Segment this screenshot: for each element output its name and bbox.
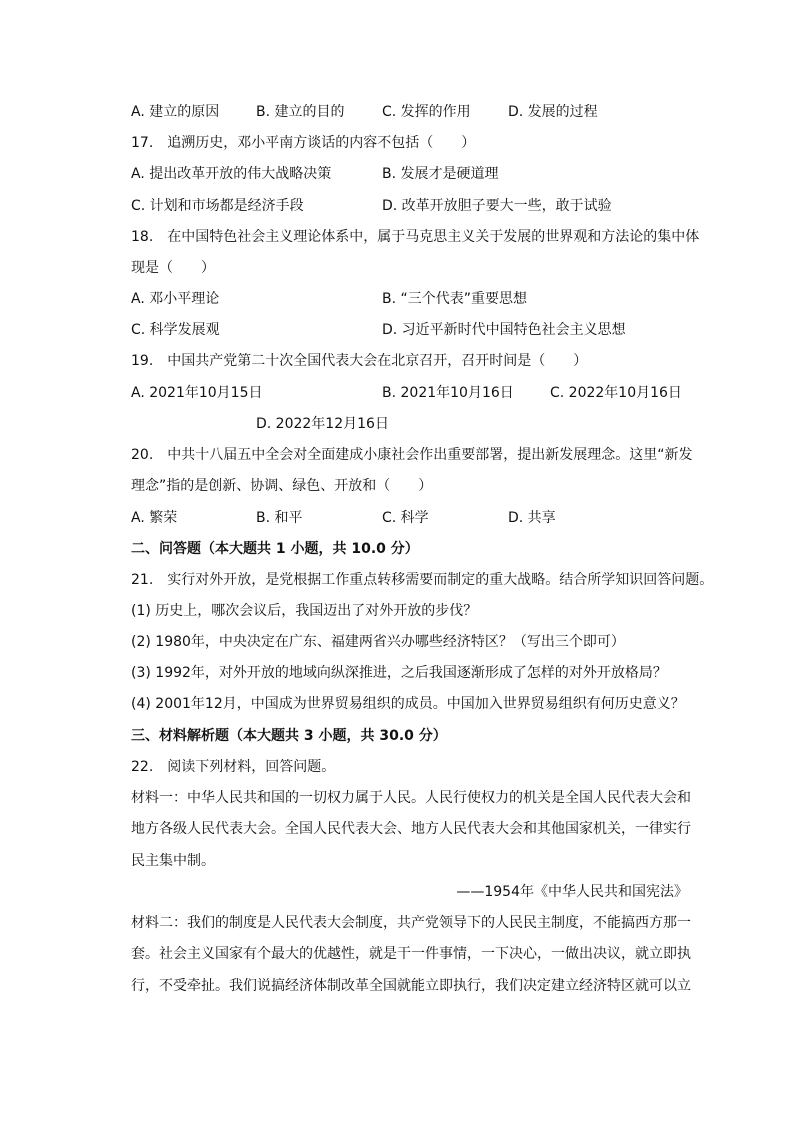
q16-option-c: C. 发挥的作用	[382, 104, 471, 120]
q20-stem-line2: 理念”指的是创新、协调、绿色、开放和（ ）	[131, 478, 433, 494]
q22-material1-line3: 民主集中制。	[131, 853, 215, 869]
q16-option-a: A. 建立的原因	[131, 104, 220, 120]
q19-option-c: C. 2022年10月16日	[550, 385, 682, 401]
q21-sub-1: (1) 历史上，哪次会议后，我国迈出了对外开放的步伐？	[131, 603, 478, 619]
q17-option-b: B. 发展才是硬道理	[382, 166, 499, 182]
q18-option-a: A. 邓小平理论	[131, 291, 220, 307]
q19-option-d: D. 2022年12月16日	[256, 416, 389, 432]
q19-option-b: B. 2021年10月16日	[382, 385, 514, 401]
q22-material2-line3: 行，不受牵扯。我们说搞经济体制改革全国就能立即执行，我们决定建立经济特区就可以立	[131, 978, 691, 994]
q19-option-a: A. 2021年10月15日	[131, 385, 263, 401]
q22-material2-line2: 套。社会主义国家有个最大的优越性，就是干一件事情，一下决心，一做出决议，就立即执	[131, 946, 691, 962]
q17-option-c: C. 计划和市场都是经济手段	[131, 198, 304, 214]
q22-material1-source: ——1954年《中华人民共和国宪法》	[456, 884, 688, 900]
q20-option-c: C. 科学	[382, 510, 429, 526]
q17-option-d: D. 改革开放胆子要大一些，敢于试验	[382, 198, 612, 214]
q22-material2-line1: 材料二：我们的制度是人民代表大会制度，共产党领导下的人民民主制度，不能搞西方那一	[131, 915, 691, 931]
q22-material1-line2: 地方各级人民代表大会。全国人民代表大会、地方人民代表大会和其他国家机关，一律实行	[131, 821, 691, 837]
q20-option-b: B. 和平	[256, 510, 303, 526]
section-3-title: 三、材料解析题（本大题共 3 小题，共 30.0 分）	[131, 728, 447, 744]
q21-sub-3: (3) 1992年，对外开放的地域向纵深推进，之后我国逐渐形成了怎样的对外开放格局？	[131, 665, 667, 681]
section-2-title: 二、问答题（本大题共 1 小题，共 10.0 分）	[131, 541, 419, 557]
q16-option-b: B. 建立的目的	[256, 104, 345, 120]
q18-option-c: C. 科学发展观	[131, 322, 220, 338]
q17-option-a: A. 提出改革开放的伟大战略决策	[131, 166, 332, 182]
q22-stem: 22. 阅读下列材料，回答问题。	[131, 759, 336, 775]
q21-sub-4: (4) 2001年12月，中国成为世界贸易组织的成员。中国加入世界贸易组织有何历史意义？	[131, 696, 685, 712]
q18-option-d: D. 习近平新时代中国特色社会主义思想	[382, 322, 626, 338]
q16-option-d: D. 发展的过程	[508, 104, 598, 120]
q18-stem-line2: 现是（ ）	[131, 260, 215, 276]
q20-option-d: D. 共享	[508, 510, 556, 526]
q18-stem-line1: 18. 在中国特色社会主义理论体系中，属于马克思主义关于发展的世界观和方法论的集中体	[131, 229, 700, 245]
q17-stem: 17. 追溯历史，邓小平南方谈话的内容不包括（ ）	[131, 135, 476, 151]
q21-stem: 21. 实行对外开放，是党根据工作重点转移需要而制定的重大战略。结合所学知识回答问题。	[131, 572, 714, 588]
q20-stem-line1: 20. 中共十八届五中全会对全面建成小康社会作出重要部署，提出新发展理念。这里“新发	[131, 447, 693, 463]
q18-option-b: B. “三个代表”重要思想	[382, 291, 528, 307]
q19-stem: 19. 中国共产党第二十次全国代表大会在北京召开，召开时间是（ ）	[131, 353, 588, 369]
q21-sub-2: (2) 1980年，中央决定在广东、福建两省兴办哪些经济特区？（写出三个即可）	[131, 634, 625, 650]
q22-material1-line1: 材料一：中华人民共和国的一切权力属于人民。人民行使权力的机关是全国人民代表大会和	[131, 790, 691, 806]
q20-option-a: A. 繁荣	[131, 510, 178, 526]
